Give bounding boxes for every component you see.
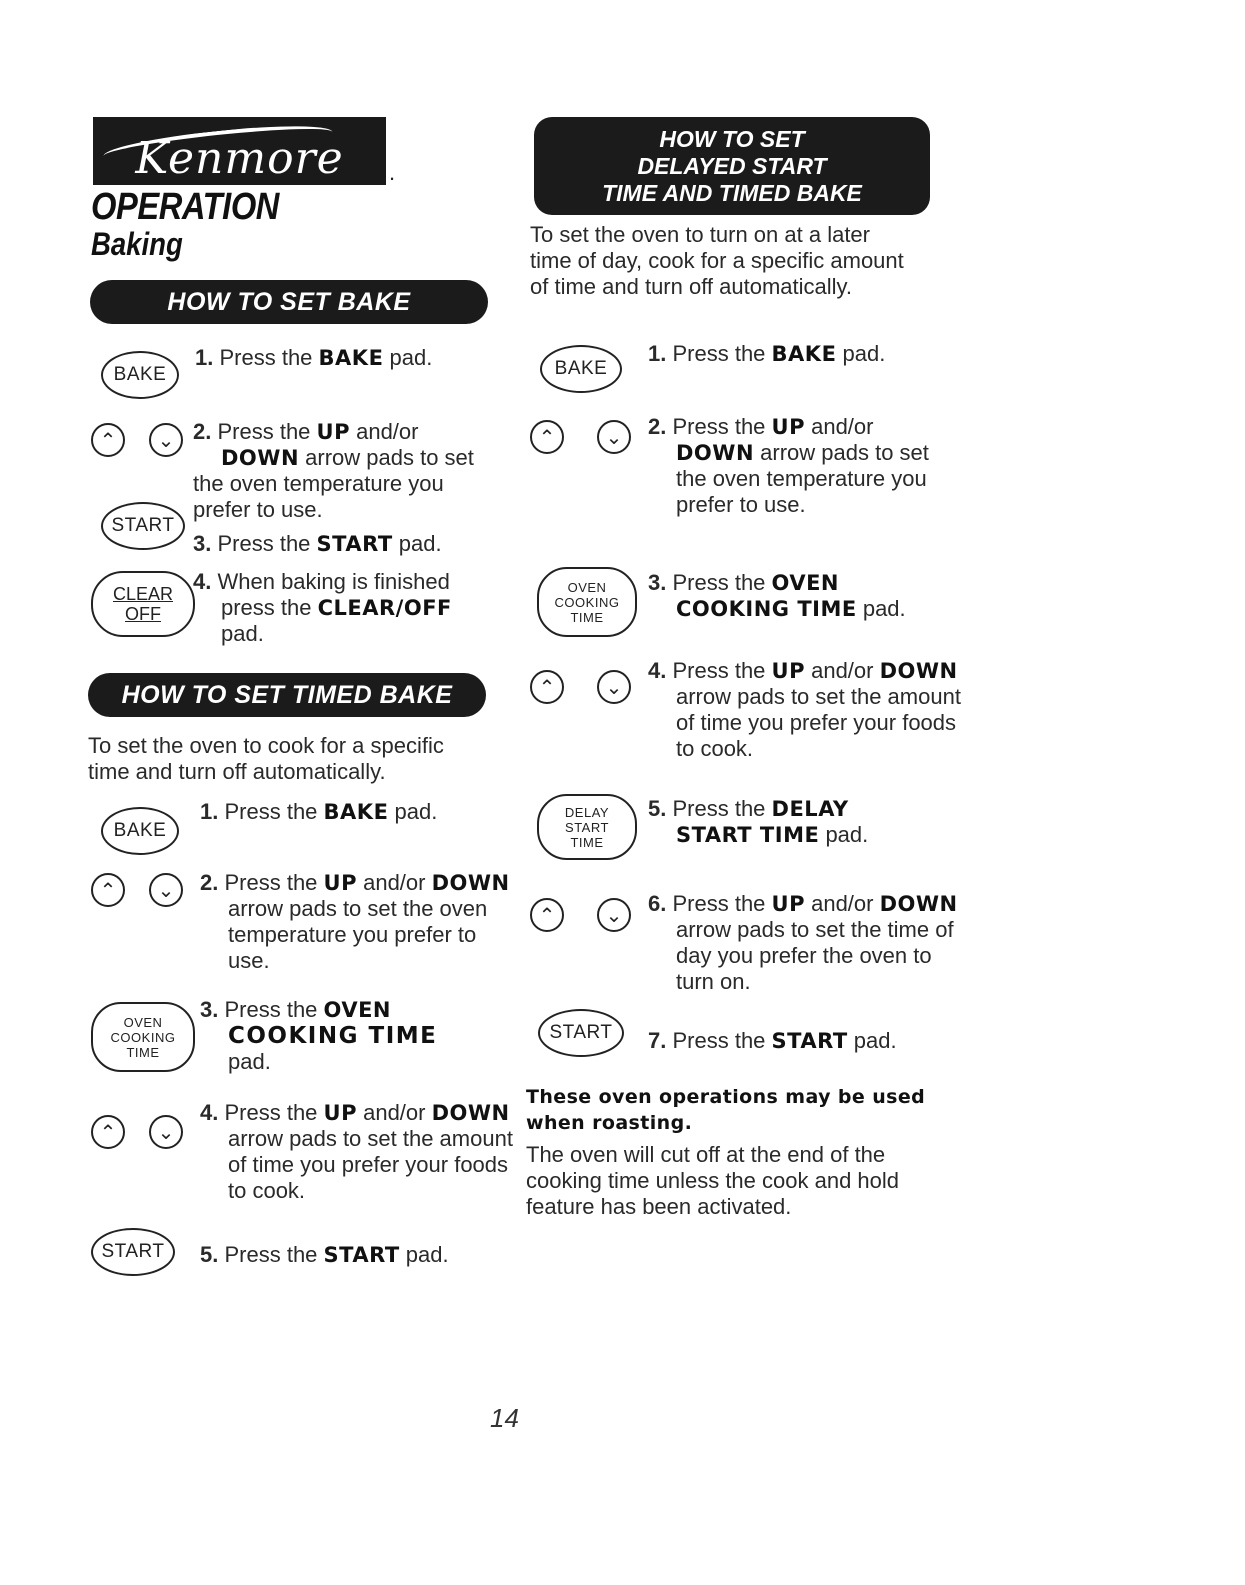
page-title: OPERATION [91,186,279,228]
delayed-start-heading: HOW TO SET DELAYED START TIME AND TIMED BAKE [534,117,930,215]
down-arrow-pad[interactable]: ⌄ [597,898,631,932]
bake-pad[interactable]: BAKE [540,345,622,393]
timed-bake-step-5: 5. Press the START pad. [200,1242,449,1267]
up-arrow-pad[interactable]: ⌃ [530,420,564,454]
start-pad[interactable]: START [538,1009,624,1057]
delayed-step-4: 4. Press the UP and/or DOWN arrow pads to set the amount of time you prefer your foods to cook. [648,658,961,761]
delayed-step-1: 1. Press the BAKE pad. [648,341,886,366]
bake-pad[interactable]: BAKE [101,351,179,399]
up-arrow-pad[interactable]: ⌃ [91,423,125,457]
start-pad[interactable]: START [91,1228,175,1276]
set-bake-step-3: 3. Press the START pad. [193,531,442,556]
oven-cooking-time-pad[interactable]: OVEN COOKING TIME [537,567,637,637]
up-arrow-pad[interactable]: ⌃ [91,873,125,907]
timed-bake-intro: To set the oven to cook for a specific time and turn off automatically. [88,733,444,784]
down-arrow-pad[interactable]: ⌄ [149,1115,183,1149]
delayed-step-2: 2. Press the UP and/or DOWN arrow pads to set the oven temperature you prefer to use. [648,414,929,517]
set-bake-step-1: 1. Press the BAKE pad. [195,345,433,370]
logo-wordmark: Kenmore [135,133,344,184]
set-bake-step-2: 2. Press the UP and/or DOWN arrow pads to set the oven temperature you prefer to use. [193,419,474,522]
down-arrow-pad[interactable]: ⌄ [149,423,183,457]
timed-bake-heading: HOW TO SET TIMED BAKE [88,673,486,717]
up-arrow-pad[interactable]: ⌃ [530,898,564,932]
timed-bake-step-1: 1. Press the BAKE pad. [200,799,438,824]
page-number: 14 [490,1403,519,1433]
delayed-step-5: 5. Press the DELAY START TIME pad. [648,796,869,847]
clear-off-pad[interactable]: CLEAR OFF [91,571,195,637]
delayed-step-7: 7. Press the START pad. [648,1028,897,1053]
timed-bake-step-2: 2. Press the UP and/or DOWN arrow pads to set the oven temperature you prefer to use. [200,870,510,973]
page-subtitle: Baking [91,226,183,262]
delayed-step-6: 6. Press the UP and/or DOWN arrow pads to set the time of day you prefer the oven to turn on. [648,891,958,994]
up-arrow-pad[interactable]: ⌃ [530,670,564,704]
start-pad[interactable]: START [101,502,185,550]
delayed-intro: To set the oven to turn on at a later time of day, cook for a specific amount of time and turn off automatically. [530,222,904,299]
set-bake-step-4: 4. When baking is finished press the CLEAR/OFF pad. [193,569,452,646]
delay-start-time-pad[interactable]: DELAY START TIME [537,794,637,860]
delayed-step-3: 3. Press the OVEN COOKING TIME pad. [648,570,906,621]
oven-cooking-time-pad[interactable]: OVEN COOKING TIME [91,1002,195,1072]
set-bake-heading: HOW TO SET BAKE [90,280,488,324]
down-arrow-pad[interactable]: ⌄ [597,670,631,704]
kenmore-logo [93,117,386,185]
down-arrow-pad[interactable]: ⌄ [597,420,631,454]
down-arrow-pad[interactable]: ⌄ [149,873,183,907]
logo-dot: . [389,160,396,185]
up-arrow-pad[interactable]: ⌃ [91,1115,125,1149]
bake-pad[interactable]: BAKE [101,807,179,855]
roasting-note: The oven will cut off at the end of the cooking time unless the cook and hold feature has been activated. [526,1142,900,1219]
roasting-note-heading: These oven operations may be used when roasting. [526,1086,926,1134]
timed-bake-step-4: 4. Press the UP and/or DOWN arrow pads to set the amount of time you prefer your foods to cook. [200,1100,513,1203]
timed-bake-step-3: 3. Press the OVEN COOKING TIME pad. [200,997,438,1074]
